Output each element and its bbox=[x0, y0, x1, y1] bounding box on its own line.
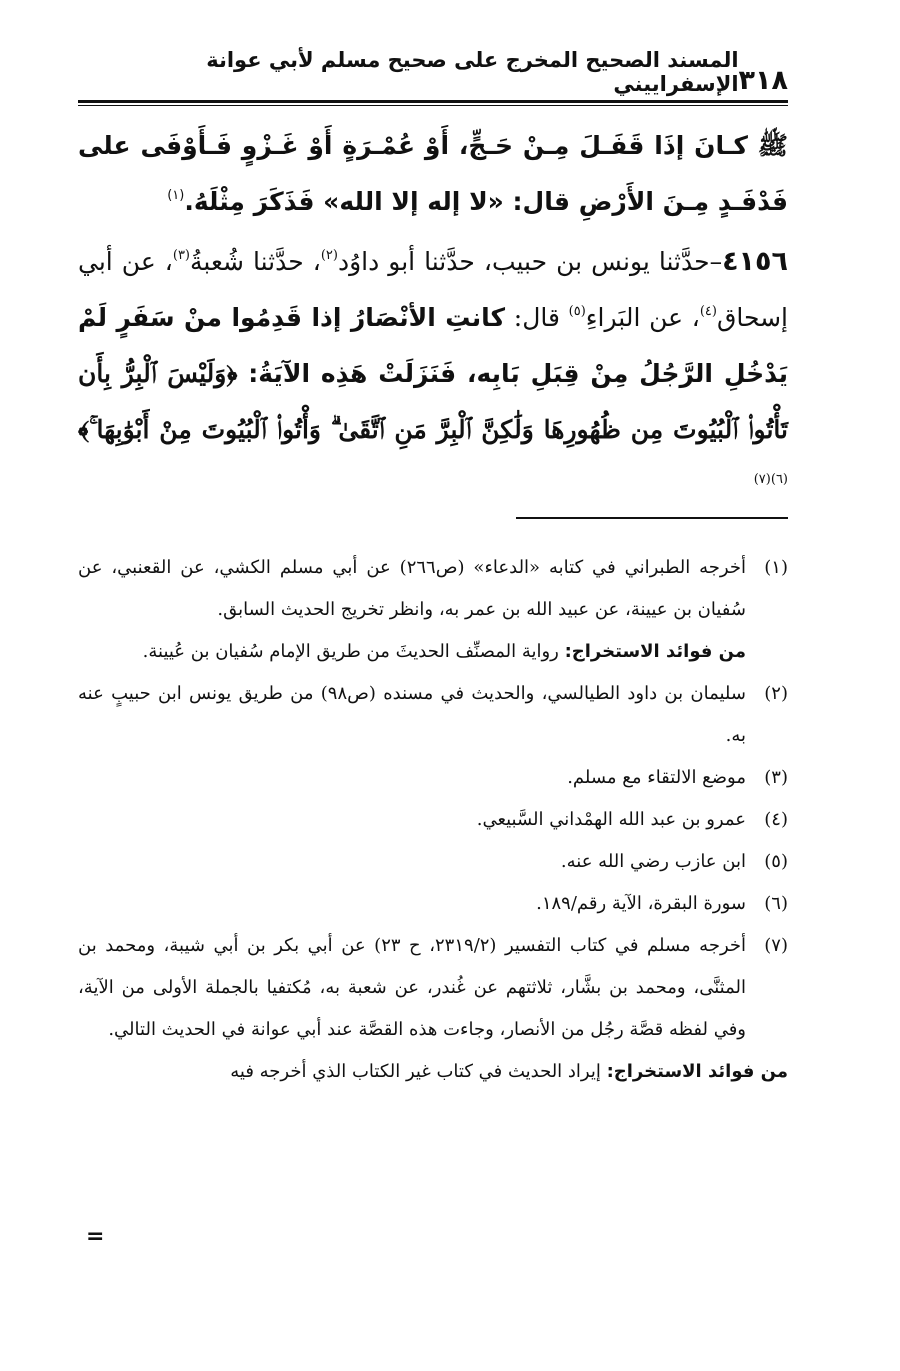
footnote-text: أخرجه الطبراني في كتابه «الدعاء» (ص٢٦٦) عن أبي مسلم الكشي، عن القعنبي، عن سُفيان بن عيينة، عن عبيد الله بن عمر به، وانظر تخريج الحديث السابق. bbox=[78, 557, 746, 620]
continuation-mark: = bbox=[86, 1224, 105, 1249]
header-rule-thick bbox=[78, 100, 788, 103]
benefit-text: إيراد الحديث في كتاب غير الكتاب الذي أخرجه فيه bbox=[230, 1061, 607, 1082]
running-title: المسند الصحيح المخرج على صحيح مسلم لأبي عوانة الإسفراييني bbox=[206, 48, 739, 96]
footnote-marker: (٣) bbox=[764, 767, 788, 788]
footnote-separator bbox=[516, 517, 788, 519]
footnote-4 bbox=[78, 799, 788, 841]
main-text bbox=[78, 118, 788, 514]
isnad-part-4: ، عن البَراءِ bbox=[585, 303, 700, 332]
paragraph-hadith-4156 bbox=[78, 234, 788, 514]
paragraph-hadith-end bbox=[78, 118, 788, 230]
footnote-ref-5: (٥) bbox=[568, 304, 586, 319]
footnote-6 bbox=[78, 883, 788, 925]
footnote-7 bbox=[78, 925, 788, 1051]
benefit-label: من فوائد الاستخراج: bbox=[564, 641, 746, 662]
footnote-2 bbox=[78, 673, 788, 757]
footnote-text: ابن عازب رضي الله عنه. bbox=[560, 851, 746, 872]
page-header bbox=[78, 48, 788, 96]
footnote-text: عمرو بن عبد الله الهمْداني السَّبيعي. bbox=[476, 809, 746, 830]
footnote-3 bbox=[78, 757, 788, 799]
footnote-ref-3: (٣) bbox=[172, 248, 190, 263]
footnote-text: أخرجه مسلم في كتاب التفسير (٢٣١٩/٢، ح ٢٣) عن أبي بكر بن أبي شيبة، ومحمد بن المثنَّى، ومحمد بن بشَّار، ثلاثتهم عن غُندر، عن شعبة به، مُكتفيا بالجملة الأولى من الآية، وفي لفظه قصَّة رجُل من الأنصار، وجاءت هذه القصَّة عند أبي عوانة في الحديث التالي. bbox=[78, 935, 747, 1040]
footnotes bbox=[78, 547, 788, 1093]
hadith-number: ٤١٥٦ bbox=[722, 246, 788, 277]
footnote-marker: (٦) bbox=[764, 893, 788, 914]
footnote-1-benefit bbox=[78, 631, 788, 673]
benefit-text: رواية المصنِّف الحديثَ من طريق الإمام سُفيان بن عُيينة. bbox=[142, 641, 565, 662]
benefit-label: من فوائد الاستخراج: bbox=[606, 1061, 788, 1082]
footnote-1 bbox=[78, 547, 788, 631]
quran-verse: ﴿وَلَيْسَ ٱلْبِرُّ بِأَن تَأْتُوا۟ ٱلْبُيُوتَ مِن ظُهُورِهَا وَلَٰكِنَّ ٱلْبِرَّ مَنِ ٱتَّقَىٰ ۗ وَأْتُوا۟ ٱلْبُيُوتَ مِنْ أَبْوَٰبِهَا ۚ﴾ bbox=[78, 359, 788, 444]
isnad-part-1: –حدَّثنا يونس بن حبيب، حدَّثنا أبو داوُد bbox=[337, 247, 723, 276]
matn-text: كانتِ الأنْصَارُ إذا قَدِمُوا منْ سَفَرٍ لَمْ يَدْخُلِ الرَّجُلُ مِنْ قِبَلِ بَابِه، فَنَزَلَتْ هَذِه الآيَةُ: bbox=[78, 303, 788, 388]
footnote-text: سورة البقرة، الآية رقم/١٨٩. bbox=[536, 893, 746, 914]
footnote-text: سليمان بن داود الطيالسي، والحديث في مسنده (ص٩٨) من طريق يونس ابن حبيبٍ عنه به. bbox=[78, 683, 746, 746]
footnote-7-benefit bbox=[78, 1051, 788, 1093]
footnote-ref-2: (٢) bbox=[320, 248, 338, 263]
footnote-ref-4: (٤) bbox=[699, 304, 717, 319]
footnote-marker: (١) bbox=[764, 557, 788, 578]
hadith-text: ﷺ كـانَ إذَا قَفَـلَ مِـنْ حَـجٍّ، أَوْ عُمْـرَةٍ أَوْ غَـزْوٍ فَـأَوْفَى على فَدْفَـدٍ مِـنَ الأَرْضِ قال: «لا إله إلا الله» فَذَكَرَ مِثْلَهُ. bbox=[78, 131, 788, 216]
isnad-part-2: ، حدَّثنا شُعبةُ bbox=[190, 247, 321, 276]
footnote-marker: (٥) bbox=[764, 851, 788, 872]
footnote-text: موضع الالتقاء مع مسلم. bbox=[567, 767, 746, 788]
footnote-marker: (٤) bbox=[764, 809, 788, 830]
footnote-ref-6-7: (٦)(٧) bbox=[753, 472, 788, 487]
footnote-marker: (٢) bbox=[764, 683, 788, 704]
footnote-5 bbox=[78, 841, 788, 883]
page-number: ٣١٨ bbox=[738, 65, 788, 96]
footnote-ref-1: (١) bbox=[167, 188, 185, 203]
footnote-marker: (٧) bbox=[764, 935, 788, 956]
header-rule-thin bbox=[78, 105, 788, 106]
isnad-part-5: قال: bbox=[505, 303, 569, 332]
isnad-part-3: ، عن أبي إسحاق bbox=[78, 247, 788, 332]
